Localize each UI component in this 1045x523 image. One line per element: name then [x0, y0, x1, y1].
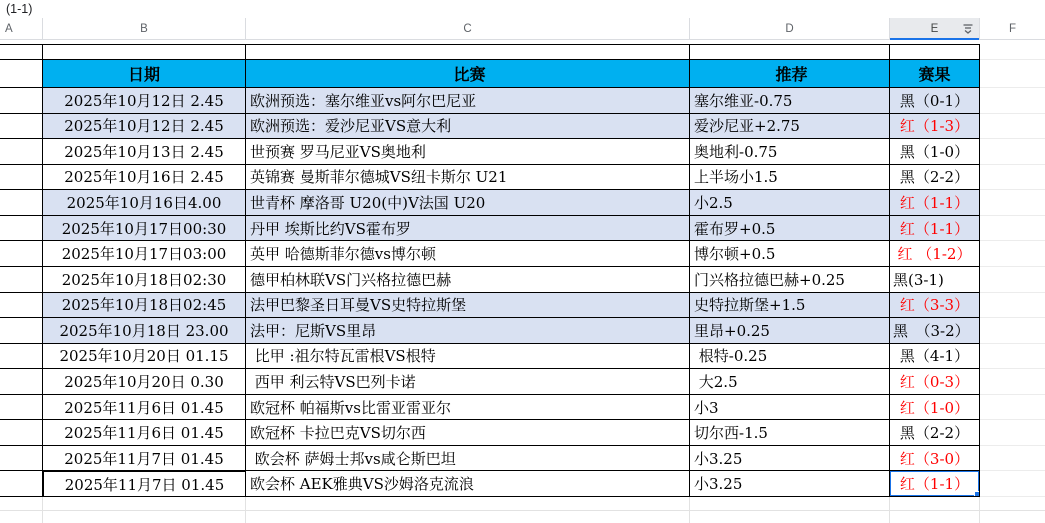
table-header-row [0, 60, 1045, 88]
table-row [0, 420, 1045, 446]
column-header-f[interactable] [980, 18, 1045, 39]
header-match[interactable]: 比赛 [246, 60, 690, 88]
cell-match[interactable]: 欧洲预选：塞尔维亚vs阿尔巴尼亚 [246, 88, 690, 114]
table-row [0, 344, 1045, 370]
gridline [0, 510, 1045, 511]
cell-d[interactable] [690, 44, 890, 60]
table-row [0, 446, 1045, 472]
column-letter: C [463, 22, 472, 35]
cell-date[interactable]: 2025年10月18日02:45 [43, 293, 246, 319]
cell-result[interactable]: 红（3-3） [890, 293, 980, 319]
cell-tip[interactable]: 根特-0.25 [690, 344, 890, 370]
table-row [0, 369, 1045, 395]
cell-date[interactable]: 2025年10月13日 2.45 [43, 139, 246, 165]
cell-tip[interactable]: 奥地利-0.75 [690, 139, 890, 165]
cell-a[interactable] [0, 190, 43, 216]
cell-date[interactable]: 2025年10月20日 01.15 [43, 344, 246, 370]
cell-date[interactable]: 2025年11月7日 01.45 [43, 471, 246, 497]
cell-tip[interactable]: 上半场小1.5 [690, 165, 890, 191]
cell-f[interactable] [980, 241, 1045, 267]
column-letter: A [5, 22, 13, 35]
column-header-c[interactable] [246, 18, 690, 39]
cell-result[interactable]: 黑（2-2） [890, 165, 980, 191]
column-letter: B [140, 22, 148, 35]
cell-a[interactable] [0, 88, 43, 114]
cell-date[interactable]: 2025年10月20日 0.30 [43, 369, 246, 395]
cell-f[interactable] [980, 446, 1045, 472]
cell-date[interactable]: 2025年10月12日 2.45 [43, 114, 246, 140]
cell-result[interactable]: 红 （1-2） [890, 241, 980, 267]
table-row [0, 395, 1045, 421]
cell-match[interactable]: 法甲：尼斯VS里昂 [246, 318, 690, 344]
cell-date[interactable]: 2025年10月12日 2.45 [43, 88, 246, 114]
cell-tip[interactable]: 小3.25 [690, 471, 890, 497]
cell-match[interactable]: 欧冠杯 卡拉巴克VS切尔西 [246, 420, 690, 446]
cell-result[interactable]: 红（3-0） [890, 446, 980, 472]
column-dropdown-icon[interactable] [961, 22, 975, 36]
cell-f[interactable] [980, 395, 1045, 421]
cell-date[interactable]: 2025年10月16日4.00 [43, 190, 246, 216]
cell-a[interactable] [0, 114, 43, 140]
cell-match[interactable]: 欧冠杯 帕福斯vs比雷亚雷亚尔 [246, 395, 690, 421]
cell-tip[interactable]: 大2.5 [690, 369, 890, 395]
cell-result[interactable]: 红（1-1） [890, 190, 980, 216]
cell-a[interactable] [0, 318, 43, 344]
empty-row [0, 44, 1045, 60]
column-header-a[interactable] [0, 18, 43, 39]
active-cell-selection [890, 471, 980, 497]
cell-a[interactable] [0, 139, 43, 165]
cell-tip[interactable]: 小3.25 [690, 446, 890, 472]
cell-match[interactable]: 欧洲预选：爱沙尼亚VS意大利 [246, 114, 690, 140]
sheet-name: (1-1) [6, 2, 33, 16]
area-below-table [0, 497, 1045, 523]
cell-a[interactable] [0, 293, 43, 319]
header-result[interactable]: 赛果 [890, 60, 980, 88]
table-row [0, 293, 1045, 319]
cell-date[interactable]: 2025年10月17日03:00 [43, 241, 246, 267]
header-tip[interactable]: 推荐 [690, 60, 890, 88]
cell-match[interactable]: 丹甲 埃斯比约VS霍布罗 [246, 216, 690, 242]
cell-match[interactable]: 欧会杯 AEK雅典VS沙姆洛克流浪 [246, 471, 690, 497]
table-row [0, 216, 1045, 242]
cell-tip[interactable]: 里昂+0.25 [690, 318, 890, 344]
cell-result[interactable]: 红（0-3） [890, 369, 980, 395]
cell-date[interactable]: 2025年10月18日02:30 [43, 267, 246, 293]
cell-tip[interactable]: 切尔西-1.5 [690, 420, 890, 446]
table-row [0, 165, 1045, 191]
cell-f[interactable] [980, 139, 1045, 165]
table-row [0, 267, 1045, 293]
column-header-b[interactable] [43, 18, 246, 39]
table-row [0, 88, 1045, 114]
cell-result[interactable]: 黑（1-0） [890, 139, 980, 165]
cell-result[interactable]: 黑（4-1） [890, 344, 980, 370]
cell-f[interactable] [980, 293, 1045, 319]
cell-a[interactable] [0, 60, 43, 88]
header-date[interactable]: 日期 [43, 60, 246, 88]
cell-result[interactable]: 红（1-1） [890, 216, 980, 242]
column-letter: D [785, 22, 794, 35]
cell-match[interactable]: 西甲 利云特VS巴列卡诺 [246, 369, 690, 395]
cell-f[interactable] [980, 344, 1045, 370]
cell-tip[interactable]: 史特拉斯堡+1.5 [690, 293, 890, 319]
cell-f[interactable] [980, 318, 1045, 344]
cell-date[interactable]: 2025年10月18日 23.00 [43, 318, 246, 344]
cell-f[interactable] [980, 60, 1045, 88]
cell-a[interactable] [0, 420, 43, 446]
cell-date[interactable]: 2025年11月7日 01.45 [43, 446, 246, 472]
cell-tip[interactable]: 塞尔维亚-0.75 [690, 88, 890, 114]
table-row [0, 318, 1045, 344]
cell-date[interactable]: 2025年11月6日 01.45 [43, 395, 246, 421]
cell-a[interactable] [0, 369, 43, 395]
cell-match[interactable]: 英甲 哈德斯菲尔德vs博尔顿 [246, 241, 690, 267]
cell-result[interactable]: 黑(3-1) [890, 267, 980, 293]
cell-a[interactable] [0, 446, 43, 472]
cell-result[interactable]: 红（1-1） [890, 471, 980, 497]
cell-a[interactable] [0, 241, 43, 267]
cell-tip[interactable]: 霍布罗+0.5 [690, 216, 890, 242]
cell-c[interactable] [246, 44, 690, 60]
cell-match[interactable]: 德甲柏林联VS门兴格拉德巴赫 [246, 267, 690, 293]
cell-a[interactable] [0, 395, 43, 421]
cell-a[interactable] [0, 165, 43, 191]
cell-result[interactable]: 红（1-3） [890, 114, 980, 140]
table-row [0, 139, 1045, 165]
grid [0, 40, 1045, 523]
cell-tip[interactable]: 小3 [690, 395, 890, 421]
cell-f[interactable] [980, 420, 1045, 446]
cell-result[interactable]: 黑（2-2） [890, 420, 980, 446]
cell-f[interactable] [980, 44, 1045, 60]
cell-date[interactable]: 2025年10月16日 2.45 [43, 165, 246, 191]
cell-match[interactable]: 法甲巴黎圣日耳曼VS史特拉斯堡 [246, 293, 690, 319]
table-body [0, 88, 1045, 497]
cell-f[interactable] [980, 369, 1045, 395]
cell-f[interactable] [980, 88, 1045, 114]
cell-match[interactable]: 欧会杯 萨姆士邦vs咸仑斯巴坦 [246, 446, 690, 472]
cell-match[interactable]: 世青杯 摩洛哥 U20(中)V法国 U20 [246, 190, 690, 216]
cell-result[interactable]: 红（1-0） [890, 395, 980, 421]
table-row [0, 471, 1045, 497]
cell-tip[interactable]: 爱沙尼亚+2.75 [690, 114, 890, 140]
column-header-band [0, 18, 1045, 40]
cell-b[interactable] [43, 44, 246, 60]
cell-tip[interactable]: 门兴格拉德巴赫+0.25 [690, 267, 890, 293]
cell-f[interactable] [980, 165, 1045, 191]
cell-a[interactable] [0, 216, 43, 242]
column-letter: F [1008, 22, 1017, 35]
cell-result[interactable]: 黑（0-1） [890, 88, 980, 114]
column-letter: E [930, 22, 939, 35]
cell-f[interactable] [980, 190, 1045, 216]
cell-match[interactable]: 比甲 :祖尔特瓦雷根VS根特 [246, 344, 690, 370]
cell-result[interactable]: 黑 （3-2） [890, 318, 980, 344]
column-header-e[interactable] [890, 18, 980, 39]
cell-date[interactable]: 2025年11月6日 01.45 [43, 420, 246, 446]
cell-f[interactable] [980, 216, 1045, 242]
table-row [0, 114, 1045, 140]
cell-match[interactable]: 英锦赛 曼斯菲尔德城VS纽卡斯尔 U21 [246, 165, 690, 191]
column-header-d[interactable] [690, 18, 890, 39]
cell-a[interactable] [0, 44, 43, 60]
name-box-strip [0, 0, 1045, 18]
table-row [0, 241, 1045, 267]
table-row [0, 190, 1045, 216]
cell-f[interactable] [980, 267, 1045, 293]
cell-e[interactable] [890, 44, 980, 60]
cell-a[interactable] [0, 471, 43, 497]
cell-f[interactable] [980, 114, 1045, 140]
cell-a[interactable] [0, 267, 43, 293]
cell-a[interactable] [0, 344, 43, 370]
cell-tip[interactable]: 博尔顿+0.5 [690, 241, 890, 267]
cell-tip[interactable]: 小2.5 [690, 190, 890, 216]
cell-match[interactable]: 世预赛 罗马尼亚VS奥地利 [246, 139, 690, 165]
cell-date[interactable]: 2025年10月17日00:30 [43, 216, 246, 242]
cell-f[interactable] [980, 471, 1045, 497]
